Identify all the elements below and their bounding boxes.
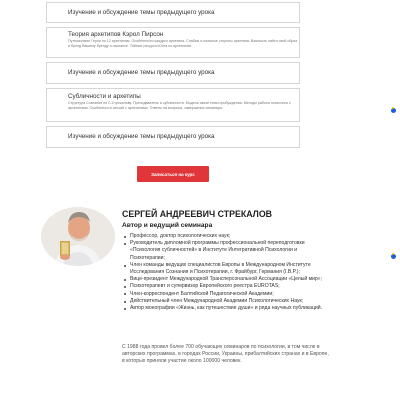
author-photo [41, 207, 115, 266]
bio-item: Вице-президент Международной Трансперсональной Ассоциации «Целый мир»; [122, 276, 332, 283]
author-name: СЕРГЕЙ АНДРЕЕВИЧ СТРЕКАЛОВ [122, 209, 273, 219]
bio-item: Член-корреспондент Балтийской Педагогической Академии; [122, 291, 332, 298]
bio-item: Действительный член Международной Академии Психологических Наук; [122, 298, 332, 305]
enroll-button[interactable]: Записаться на курс [137, 166, 209, 182]
chat-widget-icon[interactable] [391, 108, 396, 113]
lesson-title: Теория архетипов Кэрол Пирсон [68, 31, 164, 38]
lesson-item[interactable] [46, 27, 300, 58]
chat-widget-icon[interactable] [391, 254, 396, 259]
lesson-item[interactable] [46, 62, 300, 84]
author-portrait-image [41, 207, 115, 266]
lesson-item[interactable] [46, 88, 300, 122]
lesson-item[interactable] [46, 2, 300, 23]
bio-item: Член команды ведущих специалистов Европы в Международном Институте Исследования Сознания и Психотерапии, г. Фрайбург, Германия (I.B.P.); [122, 262, 332, 276]
lesson-title: Изучение и обсуждение темы предыдущего урока [68, 69, 215, 77]
bio-item: Профессор, доктор психологических наук; [122, 233, 332, 240]
author-role: Автор и ведущий семинара [122, 222, 213, 229]
author-bio-list [122, 233, 332, 312]
lesson-title: Изучение и обсуждение темы предыдущего урока [68, 133, 215, 141]
bio-item: Руководитель дипломной программы профессиональной переподготовки «Психология субличностей» в Институте Интегративной Психологии и Психотерапии; [122, 240, 332, 262]
lesson-title: Изучение и обсуждение темы предыдущего урока [68, 8, 215, 16]
bio-item: Психотерапевт и супервизор Европейского реестра EUROTAS; [122, 283, 332, 290]
bio-item: Автор монографии «Жизнь, как путешествие души» и ряда научных публикаций. [122, 305, 332, 312]
lesson-title: Субличности и архетипы [68, 93, 141, 100]
lesson-description: Структура Сознания по С.Стрекалову. Преподаватель и субличности. Модель связи темы пробуждения. Методы работы психолога с архетипами. Особенности сессий с архетипами. Ответы на вопросы, завершение семинара. [68, 101, 291, 110]
lesson-item[interactable] [46, 126, 300, 148]
author-summary: С 1988 года провел более 700 обучающих семинаров по психологии, в том числе в авторских программах, в городах России, Украины, прибалтийских странах и в Европе, в которых приняли участие около 100000 человек. [122, 344, 329, 365]
lesson-description: Путешествие Героя по 12 архетипам. Особенности каждого архетипа. Слабые и сильные стороны архетипа. Важность найти свой образ и бренд Вашему бренду и пасхалке. Тайные ресурсы Юнга по архетипам. [68, 39, 297, 48]
